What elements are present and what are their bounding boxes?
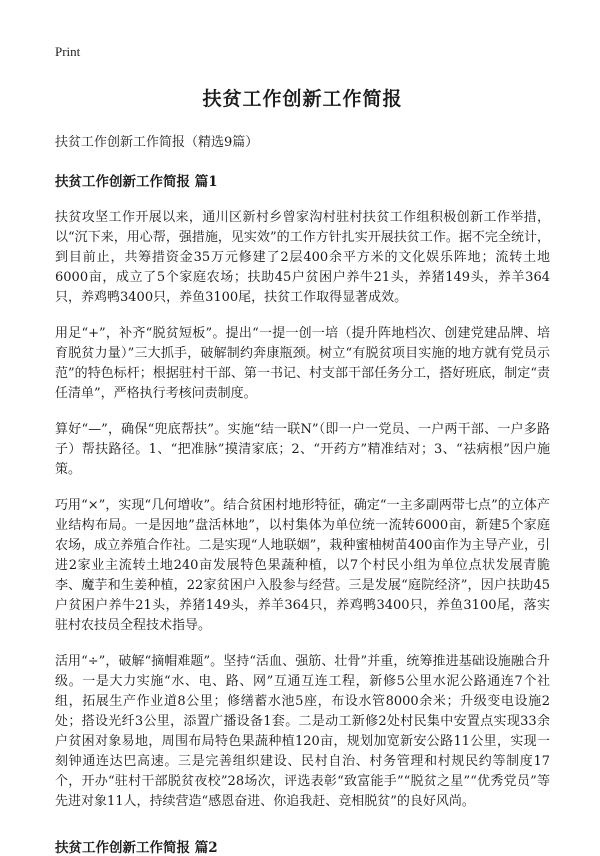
section-heading-1: 扶贫工作创新工作简报 篇1 bbox=[55, 174, 218, 190]
paragraph-2: 用足“+”，补齐“脱贫短板”。提出“一提一创一培（提升阵地档次、创建党建品牌、培育脱贫力量）”三大抓手，破解制约奔康瓶颈。树立“有脱贫项目实施的地方就有党员示范”的特色标杆；根据驻村干部、第一书记、村支部干部任务分工，搭好班底，制定“责任清单”，严格执行考核问责制度。 bbox=[55, 326, 550, 401]
section-heading-2: 扶贫工作创新工作简报 篇2 bbox=[55, 840, 218, 856]
paragraph-4: 巧用“×”，实现“几何增收”。结合贫困村地形特征，确定“一主多副两带七点”的立体产业结构布局。一是因地”盘活林地”，以村集体为单位统一流转6000亩，新建5个家庭农场，成立养殖合作社。二是实现“人地联姻”，栽种蜜柚树苗400亩作为主导产业，引进2家业主流转土地240亩发展特色果蔬种植，以7个村民小组为单位点状发展青脆李、魔芋和生姜种植，22家贫困户入股参与经营。三是发展“庭院经济”，因户扶助45户贫困户养牛21头，养猪149头，养羊364只，养鸡鸭3400只，养鱼3100尾，落实驻村农技员全程技术指导。 bbox=[55, 498, 550, 633]
paragraph-5: 活用“÷”，破解“摘帽难题”。坚持“活血、强筋、壮骨”并重，统筹推进基础设施融合升级。一是大力实施“水、电、路、网”互通互连工程，新修5公里水泥公路通连7个社组，拓展生产作业道8公里；修缮蓄水池5座，布设水管8000余米；升级变电设施2处；搭设光纤3公里，添置广播设备1套。二是动工新修2处村民集中安置点实现33余户贫困对象易地，周围布局特色果蔬种植120亩，规划加宽新安公路11公里，实现一刻钟通连达巴高速。三是完善组织建设、民村自治、村务管理和村规民约等制度17个，开办“驻村干部脱贫夜校”28场次，评选表彰“致富能手”“脱贫之星”“优秀党员”等先进对象11人，持续营造“感恩奋进、你追我赶、竞相脱贫”的良好风尚。 bbox=[55, 654, 550, 809]
paragraph-3: 算好“—”，确保“兜底帮扶”。实施“结一联N”（即一户一党员、一户两干部、一户多路子）帮扶路径。1、“把准脉”摸清家底；2、“开药方”精准结对；3、“祛病根”因户施策。 bbox=[55, 422, 550, 477]
paragraph-1: 扶贫攻坚工作开展以来，通川区新村乡曾家沟村驻村扶贫工作组积极创新工作举措，以“沉下来，用心帮，强措施，见实效”的工作方针扎实开展扶贫工作。据不完全统计，到目前止，共筹措资金35万元修建了2层400余平方米的文化娱乐阵地；流转土地6000亩，成立了5个家庭农场；扶助45户贫困户养牛21头，养猪149头，养羊364只，养鸡鸭3400只，养鱼3100尾，扶贫工作取得显著成效。 bbox=[55, 210, 550, 305]
print-link[interactable]: Print bbox=[55, 44, 81, 59]
document-title: 扶贫工作创新工作简报 bbox=[202, 88, 403, 110]
document-subtitle: 扶贫工作创新工作简报（精选9篇） bbox=[55, 135, 259, 150]
